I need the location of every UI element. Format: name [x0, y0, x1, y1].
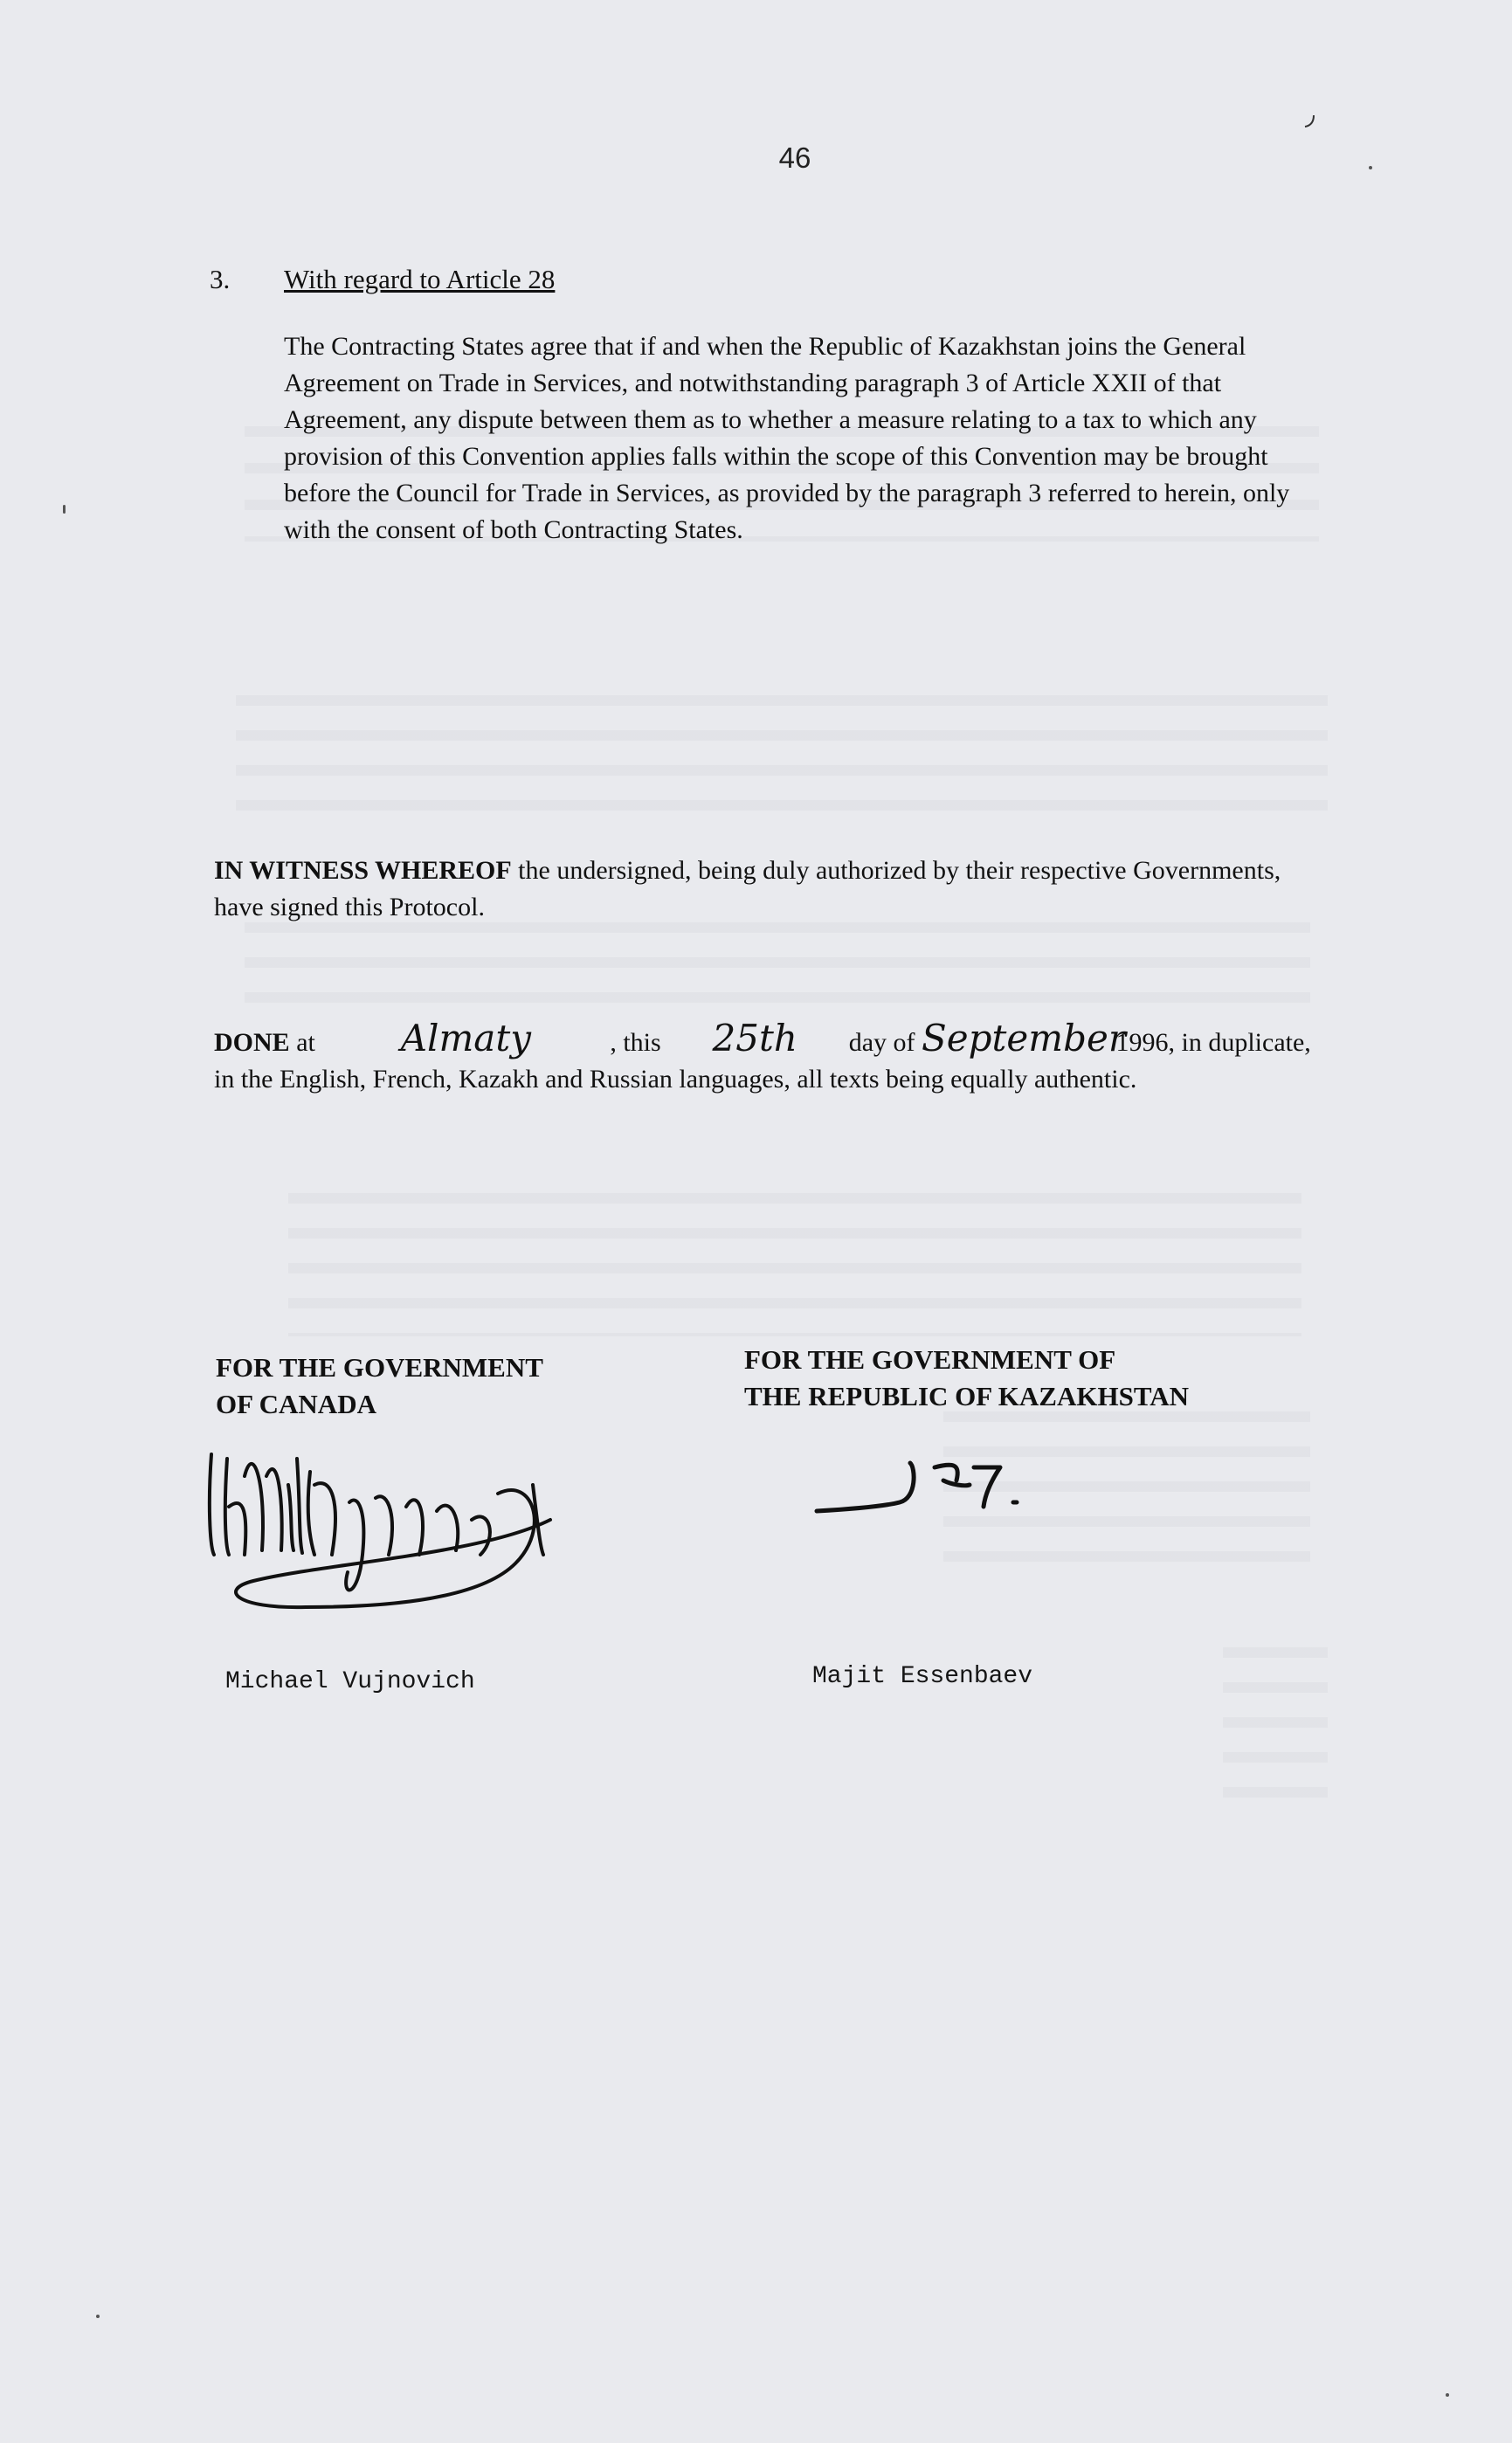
scan-speck [96, 2315, 100, 2318]
done-this: , this [610, 1028, 668, 1057]
kazakhstan-signatory-name: Majit Essenbaev [812, 1663, 1033, 1690]
witness-lead: IN WITNESS WHEREOF [214, 856, 512, 885]
canada-heading-line1: FOR THE GOVERNMENT [216, 1352, 543, 1383]
done-day-handwritten: 25th [712, 1017, 797, 1059]
scan-speck [1369, 166, 1372, 169]
section-heading: With regard to Article 28 [284, 264, 556, 294]
kazakhstan-signature-heading [744, 1342, 1268, 1415]
done-at: at [289, 1028, 322, 1057]
scan-speck [1446, 2393, 1449, 2397]
done-day-of: day of [842, 1028, 922, 1057]
canada-heading-line2: OF CANADA [216, 1389, 376, 1419]
bleed-through-block [236, 681, 1328, 830]
section-number: 3. [210, 264, 231, 294]
done-month-handwritten: September [922, 1017, 1126, 1059]
witness-text: the undersigned, being duly authorized by their respective Governments, have signed this Protocol. [214, 856, 1281, 921]
canada-signatory-name: Michael Vujnovich [225, 1668, 475, 1695]
article-28-paragraph: The Contracting States agree that if and when the Republic of Kazakhstan joins the General Agreement on Trade in Services, and notwithstanding paragraph 3 of Article XXII of that Agreement, any dispute between them as to whether a measure relating to a tax to which any provision of this Convention applies falls within the scope of this Convention may be brought before the Council for Trade in Services, as provided by the paragraph 3 referred to herein, only with the consent of both Contracting States. [284, 332, 1290, 544]
bleed-through-block [1223, 1633, 1328, 1808]
stray-pen-mark [1301, 114, 1319, 131]
witness-clause [214, 852, 1323, 926]
scan-speck [63, 505, 66, 514]
canada-signature-heading [216, 1349, 618, 1423]
kazakhstan-signature [812, 1459, 1074, 1537]
done-year-text: 1996, in duplicate, in the English, French, Kazakh and Russian languages, all texts being equally authentic. [214, 1028, 1311, 1094]
done-place-handwritten: Almaty [400, 1017, 531, 1059]
done-lead: DONE [214, 1028, 290, 1057]
kazakhstan-heading-line2: THE REPUBLIC OF KAZAKHSTAN [744, 1381, 1189, 1411]
canada-signature [201, 1424, 638, 1642]
page-number: 46 [778, 141, 811, 174]
kazakhstan-heading-line1: FOR THE GOVERNMENT OF [744, 1344, 1116, 1375]
done-clause [214, 1017, 1323, 1098]
bleed-through-block [288, 1179, 1301, 1336]
